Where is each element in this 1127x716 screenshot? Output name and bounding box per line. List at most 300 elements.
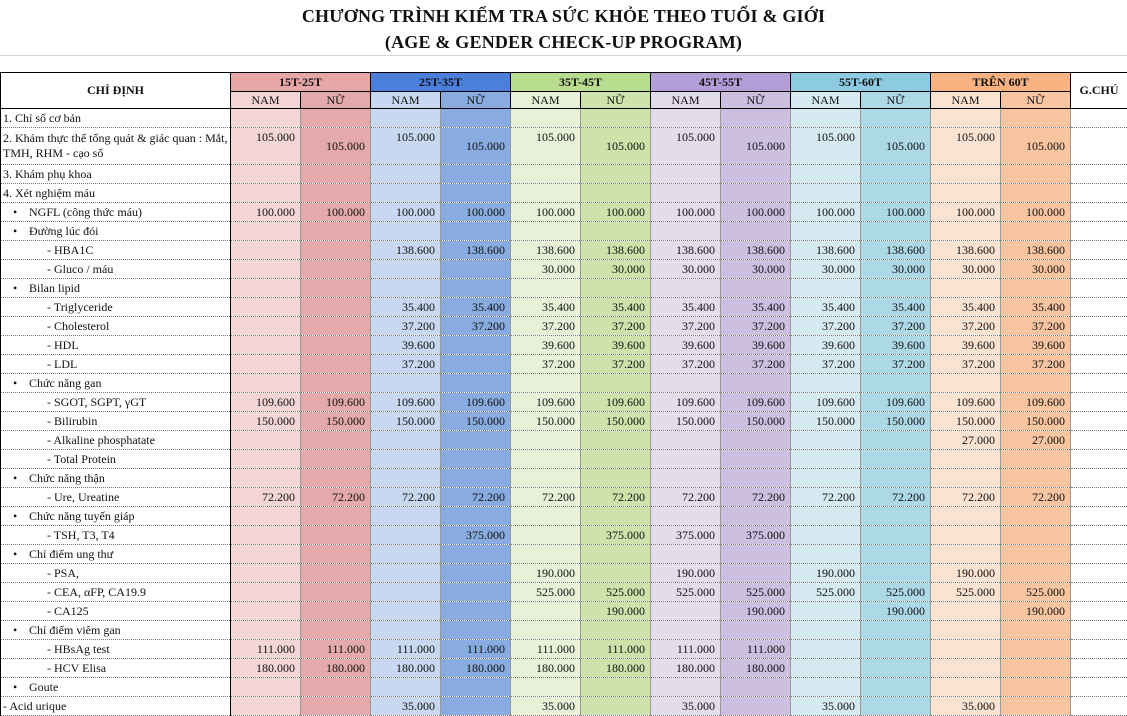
price-cell-nam: 105.000 (931, 128, 1001, 165)
price-cell-nu (301, 241, 371, 260)
price-cell-nu (721, 431, 791, 450)
price-cell-nu (721, 678, 791, 697)
price-cell-nam: 525.000 (931, 583, 1001, 602)
price-cell-nam: 37.200 (511, 317, 581, 336)
row-label-text: Chỉ điểm viêm gan (29, 623, 121, 637)
price-cell-nu (301, 336, 371, 355)
note-cell (1071, 583, 1127, 602)
row-label (1, 526, 231, 545)
price-cell-nam (931, 184, 1001, 203)
row-label-text: Bilan lipid (29, 281, 80, 295)
price-cell-nu: 37.200 (721, 355, 791, 374)
price-cell-nu (441, 109, 511, 128)
table-row (1, 279, 1127, 298)
price-cell-nu: 72.200 (861, 488, 931, 507)
price-cell-nam (371, 165, 441, 184)
price-cell-nam (931, 450, 1001, 469)
price-cell-nu: 525.000 (721, 583, 791, 602)
price-cell-nam: 37.200 (371, 317, 441, 336)
page-title: CHƯƠNG TRÌNH KIỂM TRA SỨC KHỎE THEO TUỔI & GIỚI (0, 6, 1127, 27)
price-cell-nam: 72.200 (791, 488, 861, 507)
price-cell-nu (441, 222, 511, 241)
note-cell (1071, 355, 1127, 374)
row-label-text: - Cholesterol (47, 319, 109, 333)
row-label (1, 203, 231, 222)
price-cell-nam (651, 678, 721, 697)
female-column-header: NỮ (1001, 92, 1071, 109)
price-cell-nu: 105.000 (581, 128, 651, 165)
price-cell-nu (301, 260, 371, 279)
price-cell-nam (231, 317, 301, 336)
price-cell-nu: 111.000 (721, 640, 791, 659)
table-row (1, 583, 1127, 602)
row-label (1, 602, 231, 621)
price-cell-nu (861, 109, 931, 128)
note-cell (1071, 469, 1127, 488)
note-cell (1071, 128, 1127, 165)
row-label (1, 393, 231, 412)
price-cell-nu (581, 678, 651, 697)
price-cell-nam: 150.000 (371, 412, 441, 431)
age-group-header: 15T-25T (231, 73, 371, 92)
price-cell-nu: 37.200 (721, 317, 791, 336)
price-cell-nu (581, 431, 651, 450)
table-row (1, 203, 1127, 222)
price-cell-nu (301, 602, 371, 621)
price-cell-nu: 100.000 (581, 203, 651, 222)
price-cell-nu (581, 279, 651, 298)
note-cell (1071, 241, 1127, 260)
price-cell-nu (1001, 165, 1071, 184)
row-label (1, 222, 231, 241)
price-cell-nu (861, 621, 931, 640)
price-cell-nu (441, 279, 511, 298)
price-cell-nu (441, 469, 511, 488)
price-cell-nam (791, 165, 861, 184)
price-cell-nu (581, 374, 651, 393)
checkup-table (0, 72, 1127, 716)
price-cell-nam (931, 621, 1001, 640)
row-label-text: Chức năng tuyến giáp (29, 509, 134, 523)
price-cell-nu: 111.000 (301, 640, 371, 659)
price-cell-nu (861, 222, 931, 241)
price-cell-nam (231, 374, 301, 393)
price-cell-nu (301, 279, 371, 298)
bullet-icon: • (13, 376, 29, 391)
price-cell-nam: 72.200 (231, 488, 301, 507)
row-label-text: Goute (29, 680, 58, 694)
note-cell (1071, 431, 1127, 450)
price-cell-nam: 72.200 (931, 488, 1001, 507)
price-cell-nu (1001, 109, 1071, 128)
price-cell-nu: 525.000 (581, 583, 651, 602)
price-cell-nu (581, 469, 651, 488)
price-cell-nam (791, 450, 861, 469)
price-cell-nam: 525.000 (651, 583, 721, 602)
price-cell-nam (931, 109, 1001, 128)
price-cell-nu (1001, 222, 1071, 241)
price-cell-nu (721, 469, 791, 488)
price-cell-nu (301, 697, 371, 716)
price-cell-nam (231, 165, 301, 184)
price-cell-nu: 105.000 (721, 128, 791, 165)
price-cell-nam (371, 260, 441, 279)
table-row (1, 128, 1127, 165)
price-cell-nam: 37.200 (791, 317, 861, 336)
price-cell-nam: 30.000 (791, 260, 861, 279)
price-cell-nu (721, 165, 791, 184)
price-cell-nam (511, 507, 581, 526)
note-cell (1071, 545, 1127, 564)
price-cell-nu (1001, 450, 1071, 469)
price-cell-nam (651, 109, 721, 128)
price-cell-nam (511, 222, 581, 241)
bullet-icon: • (13, 224, 29, 239)
price-cell-nu (721, 279, 791, 298)
bullet-icon: • (13, 680, 29, 695)
price-cell-nu: 190.000 (721, 602, 791, 621)
row-label (1, 128, 231, 165)
price-cell-nu: 39.600 (581, 336, 651, 355)
price-cell-nu (441, 260, 511, 279)
price-cell-nu (441, 678, 511, 697)
price-cell-nam (791, 659, 861, 678)
row-label (1, 241, 231, 260)
price-cell-nu (1001, 678, 1071, 697)
age-group-header: 45T-55T (651, 73, 791, 92)
price-cell-nu (441, 507, 511, 526)
price-cell-nu: 100.000 (301, 203, 371, 222)
price-cell-nam: 100.000 (931, 203, 1001, 222)
price-cell-nam (511, 184, 581, 203)
row-label-text: - HBsAg test (47, 642, 110, 656)
price-cell-nu (441, 621, 511, 640)
note-cell (1071, 621, 1127, 640)
price-cell-nam (231, 678, 301, 697)
price-cell-nu: 72.200 (301, 488, 371, 507)
price-cell-nam (231, 545, 301, 564)
price-cell-nam: 150.000 (231, 412, 301, 431)
price-cell-nam: 109.600 (651, 393, 721, 412)
note-cell (1071, 678, 1127, 697)
price-cell-nu: 30.000 (721, 260, 791, 279)
row-label (1, 109, 231, 128)
price-cell-nam: 35.400 (371, 298, 441, 317)
price-cell-nu: 138.600 (441, 241, 511, 260)
row-label-text: 4. Xét nghiệm máu (3, 186, 95, 200)
price-cell-nu: 525.000 (1001, 583, 1071, 602)
age-group-header: TRÊN 60T (931, 73, 1071, 92)
price-cell-nu (581, 545, 651, 564)
price-cell-nam: 150.000 (651, 412, 721, 431)
price-cell-nam (371, 431, 441, 450)
price-cell-nam (511, 602, 581, 621)
price-cell-nu: 190.000 (861, 602, 931, 621)
price-cell-nu: 37.200 (441, 317, 511, 336)
price-cell-nu (301, 583, 371, 602)
price-cell-nu (301, 109, 371, 128)
price-cell-nu (581, 450, 651, 469)
note-cell (1071, 450, 1127, 469)
price-cell-nu: 525.000 (861, 583, 931, 602)
price-cell-nam: 138.600 (371, 241, 441, 260)
price-cell-nu: 39.600 (721, 336, 791, 355)
price-cell-nam: 109.600 (791, 393, 861, 412)
price-cell-nu: 105.000 (861, 128, 931, 165)
price-cell-nam (791, 109, 861, 128)
price-cell-nam: 109.600 (371, 393, 441, 412)
price-cell-nam (371, 583, 441, 602)
price-cell-nu: 375.000 (441, 526, 511, 545)
price-cell-nam: 105.000 (511, 128, 581, 165)
note-cell (1071, 317, 1127, 336)
price-cell-nu (1001, 659, 1071, 678)
price-cell-nam: 111.000 (371, 640, 441, 659)
price-cell-nam: 39.600 (791, 336, 861, 355)
price-cell-nu (581, 109, 651, 128)
price-cell-nam: 180.000 (371, 659, 441, 678)
price-cell-nam (371, 678, 441, 697)
price-cell-nam (371, 545, 441, 564)
price-cell-nam (931, 507, 1001, 526)
price-cell-nu (1001, 184, 1071, 203)
price-cell-nam (651, 469, 721, 488)
price-cell-nu: 100.000 (1001, 203, 1071, 222)
price-cell-nam (511, 469, 581, 488)
price-cell-nu (861, 526, 931, 545)
price-cell-nam: 180.000 (231, 659, 301, 678)
price-cell-nu: 37.200 (861, 317, 931, 336)
row-label (1, 545, 231, 564)
price-cell-nam: 72.200 (371, 488, 441, 507)
row-label (1, 640, 231, 659)
price-cell-nam (651, 165, 721, 184)
price-cell-nu (861, 374, 931, 393)
price-cell-nam (231, 697, 301, 716)
price-cell-nu: 72.200 (441, 488, 511, 507)
price-cell-nam (791, 526, 861, 545)
price-cell-nu (441, 184, 511, 203)
row-label (1, 678, 231, 697)
price-cell-nu: 150.000 (301, 412, 371, 431)
price-cell-nu (441, 450, 511, 469)
price-cell-nu (861, 279, 931, 298)
table-row (1, 241, 1127, 260)
price-cell-nam: 30.000 (511, 260, 581, 279)
price-cell-nu (581, 507, 651, 526)
row-label (1, 165, 231, 184)
price-cell-nam: 100.000 (511, 203, 581, 222)
price-cell-nu (861, 507, 931, 526)
price-cell-nu: 100.000 (441, 203, 511, 222)
price-cell-nu: 109.600 (721, 393, 791, 412)
price-cell-nam (511, 545, 581, 564)
row-label-text: 2. Khám thực thể tổng quát & giác quan : Mắt, TMH, RHM - cạo số (3, 131, 227, 160)
price-cell-nam: 35.400 (931, 298, 1001, 317)
price-cell-nam (791, 279, 861, 298)
row-label-text: 3. Khám phụ khoa (3, 167, 92, 181)
price-cell-nam (371, 279, 441, 298)
table-row (1, 659, 1127, 678)
price-cell-nam (511, 450, 581, 469)
price-cell-nu (861, 469, 931, 488)
row-label-text: - CA125 (47, 604, 89, 618)
price-cell-nam (651, 621, 721, 640)
row-label (1, 279, 231, 298)
price-cell-nu (301, 507, 371, 526)
price-cell-nam: 525.000 (791, 583, 861, 602)
ghi-chu-header: G.CHÚ (1071, 73, 1127, 109)
page-subtitle: (AGE & GENDER CHECK-UP PROGRAM) (0, 32, 1127, 53)
price-cell-nam (231, 336, 301, 355)
price-cell-nam (231, 526, 301, 545)
price-cell-nam (931, 545, 1001, 564)
price-cell-nu (1001, 640, 1071, 659)
price-cell-nu (861, 165, 931, 184)
price-cell-nu: 35.400 (441, 298, 511, 317)
price-cell-nam: 190.000 (511, 564, 581, 583)
chi-dinh-header: CHỈ ĐỊNH (1, 73, 231, 109)
price-cell-nu: 111.000 (581, 640, 651, 659)
price-cell-nam: 35.000 (371, 697, 441, 716)
price-cell-nam: 35.400 (651, 298, 721, 317)
price-cell-nu: 150.000 (581, 412, 651, 431)
row-label-text: - Acid urique (3, 699, 66, 713)
price-cell-nam (791, 184, 861, 203)
price-cell-nu (301, 298, 371, 317)
price-cell-nu: 100.000 (721, 203, 791, 222)
price-cell-nam (231, 184, 301, 203)
price-cell-nu (581, 697, 651, 716)
price-cell-nu (1001, 545, 1071, 564)
female-column-header: NỮ (861, 92, 931, 109)
note-cell (1071, 222, 1127, 241)
price-cell-nu (581, 621, 651, 640)
row-label (1, 374, 231, 393)
table-row (1, 412, 1127, 431)
male-column-header: NAM (371, 92, 441, 109)
row-label-text: - TSH, T3, T4 (47, 528, 115, 542)
price-cell-nu: 30.000 (581, 260, 651, 279)
price-cell-nam (791, 678, 861, 697)
price-cell-nam: 109.600 (511, 393, 581, 412)
table-row (1, 317, 1127, 336)
price-cell-nu (441, 697, 511, 716)
price-cell-nu (861, 545, 931, 564)
price-cell-nu (301, 678, 371, 697)
note-cell (1071, 640, 1127, 659)
price-cell-nam (931, 659, 1001, 678)
row-label-text: - SGOT, SGPT, γGT (47, 395, 146, 409)
price-cell-nu (721, 450, 791, 469)
price-cell-nam (231, 109, 301, 128)
price-cell-nam (931, 526, 1001, 545)
price-cell-nam: 375.000 (651, 526, 721, 545)
note-cell (1071, 203, 1127, 222)
price-cell-nu: 180.000 (301, 659, 371, 678)
price-cell-nam (791, 469, 861, 488)
price-cell-nam: 150.000 (511, 412, 581, 431)
price-cell-nam: 35.000 (651, 697, 721, 716)
row-label-text: - LDL (47, 357, 77, 371)
price-cell-nu (861, 697, 931, 716)
price-cell-nam: 100.000 (791, 203, 861, 222)
price-cell-nam (371, 621, 441, 640)
price-cell-nam (231, 450, 301, 469)
price-cell-nam (791, 507, 861, 526)
price-cell-nam: 100.000 (231, 203, 301, 222)
price-cell-nu: 105.000 (441, 128, 511, 165)
row-label-text: - HBA1C (47, 243, 93, 257)
row-label-text: Chỉ điểm ung thư (29, 547, 113, 561)
price-cell-nam: 138.600 (511, 241, 581, 260)
table-row (1, 165, 1127, 184)
price-cell-nu: 37.200 (1001, 355, 1071, 374)
price-cell-nu (581, 222, 651, 241)
note-cell (1071, 165, 1127, 184)
price-cell-nu (721, 545, 791, 564)
price-cell-nam: 150.000 (791, 412, 861, 431)
price-cell-nu (861, 678, 931, 697)
row-label-text: Chức năng thận (29, 471, 105, 485)
price-cell-nu: 109.600 (441, 393, 511, 412)
price-cell-nu (1001, 469, 1071, 488)
price-cell-nam (931, 279, 1001, 298)
price-cell-nu: 37.200 (861, 355, 931, 374)
row-label-text: NGFL (công thức máu) (29, 205, 142, 219)
price-cell-nu (301, 450, 371, 469)
row-label (1, 431, 231, 450)
age-group-header: 35T-45T (511, 73, 651, 92)
table-row (1, 602, 1127, 621)
price-cell-nam (511, 431, 581, 450)
note-cell (1071, 393, 1127, 412)
price-cell-nu (441, 583, 511, 602)
price-cell-nu: 72.200 (1001, 488, 1071, 507)
price-cell-nam (231, 431, 301, 450)
price-cell-nam: 190.000 (651, 564, 721, 583)
price-cell-nu (441, 602, 511, 621)
price-cell-nu (861, 184, 931, 203)
price-cell-nam (931, 602, 1001, 621)
price-cell-nu: 375.000 (721, 526, 791, 545)
price-cell-nu: 72.200 (581, 488, 651, 507)
price-cell-nam (931, 640, 1001, 659)
price-cell-nam (651, 374, 721, 393)
table-row (1, 640, 1127, 659)
price-cell-nu (721, 109, 791, 128)
price-cell-nam: 105.000 (231, 128, 301, 165)
price-cell-nu (721, 697, 791, 716)
price-cell-nam (651, 222, 721, 241)
price-cell-nam (371, 507, 441, 526)
price-cell-nam: 100.000 (371, 203, 441, 222)
price-cell-nam (371, 526, 441, 545)
price-cell-nu: 150.000 (721, 412, 791, 431)
age-group-header: 25T-35T (371, 73, 511, 92)
note-cell (1071, 109, 1127, 128)
price-cell-nam: 105.000 (651, 128, 721, 165)
price-cell-nam: 72.200 (511, 488, 581, 507)
price-cell-nam: 180.000 (511, 659, 581, 678)
price-cell-nam: 138.600 (931, 241, 1001, 260)
table-row (1, 260, 1127, 279)
price-cell-nam: 39.600 (511, 336, 581, 355)
price-cell-nu (721, 184, 791, 203)
price-cell-nam: 27.000 (931, 431, 1001, 450)
price-cell-nu (581, 165, 651, 184)
female-column-header: NỮ (581, 92, 651, 109)
